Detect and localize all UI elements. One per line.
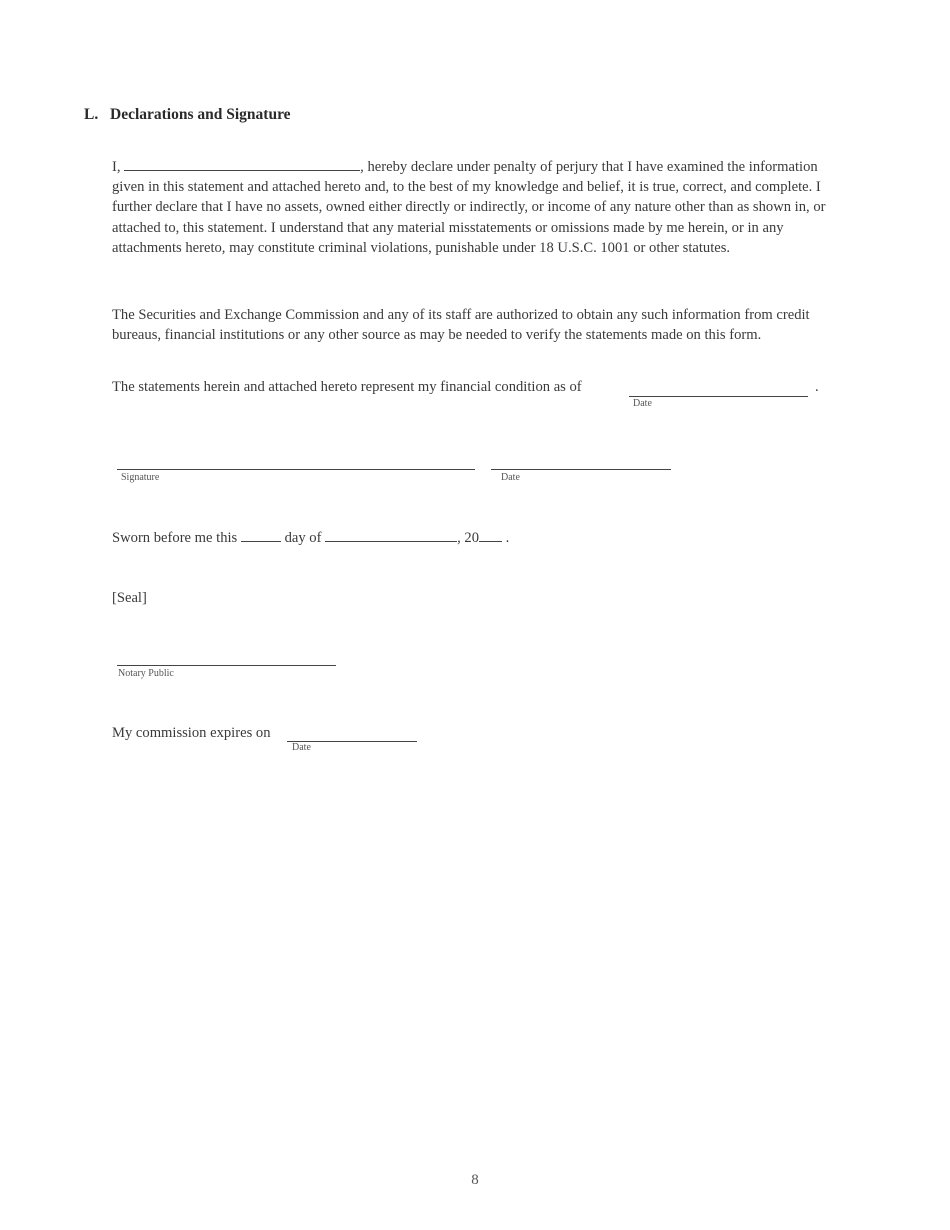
commission-date-caption: Date [292, 742, 311, 753]
signature-caption: Signature [121, 472, 160, 483]
page-number: 8 [471, 1172, 479, 1188]
sworn-month-field[interactable] [325, 527, 457, 542]
sworn-period: . [505, 530, 510, 546]
sworn-prefix: Sworn before me this [112, 530, 238, 546]
section-heading [84, 106, 291, 124]
financial-condition-date-caption: Date [633, 398, 652, 409]
declaration-paragraph [112, 156, 842, 258]
section-letter: L. [84, 106, 99, 123]
signature-field[interactable] [117, 469, 475, 470]
declarant-name-field[interactable] [124, 156, 360, 171]
sworn-day-field[interactable] [241, 527, 281, 542]
seal-placeholder: [Seal] [112, 590, 147, 606]
financial-condition-date-field[interactable] [629, 396, 808, 397]
authorization-paragraph: The Securities and Exchange Commission and any of its staff are authorized to obtain any such information from credit bureaus, financial institutions or any other source as may be needed to verify the statements made on this form. [112, 307, 810, 344]
sworn-day-of: day of [284, 530, 322, 546]
declaration-text: , hereby declare under penalty of perjury that I have examined the information given in this statement and attached hereto and, to the best of my knowledge and belief, it is true, correct, and complete. I further declare that I have no assets, owned either directly or indirectly, or income of any nature other than as shown in, or attached to, this statement. I understand that any material misstatements or omissions made by me herein, or in any attachments hereto, may constitute criminal violations, punishable under 18 U.S.C. 1001 or other statutes. [112, 159, 826, 256]
section-title: Declarations and Signature [110, 106, 291, 123]
sworn-year-prefix: , 20 [457, 530, 479, 546]
financial-condition-period: . [815, 379, 819, 395]
commission-expiry-text: My commission expires on [112, 725, 271, 741]
financial-condition-statement [112, 379, 582, 396]
sworn-year-field[interactable] [479, 527, 502, 542]
notary-signature-field[interactable] [117, 665, 336, 666]
signature-date-caption: Date [501, 472, 520, 483]
signature-date-field[interactable] [491, 469, 671, 470]
notary-caption: Notary Public [118, 668, 174, 679]
financial-condition-text: The statements herein and attached hereto represent my financial condition as of [112, 379, 582, 395]
declaration-prefix: I, [112, 159, 121, 175]
sworn-statement [112, 527, 509, 547]
